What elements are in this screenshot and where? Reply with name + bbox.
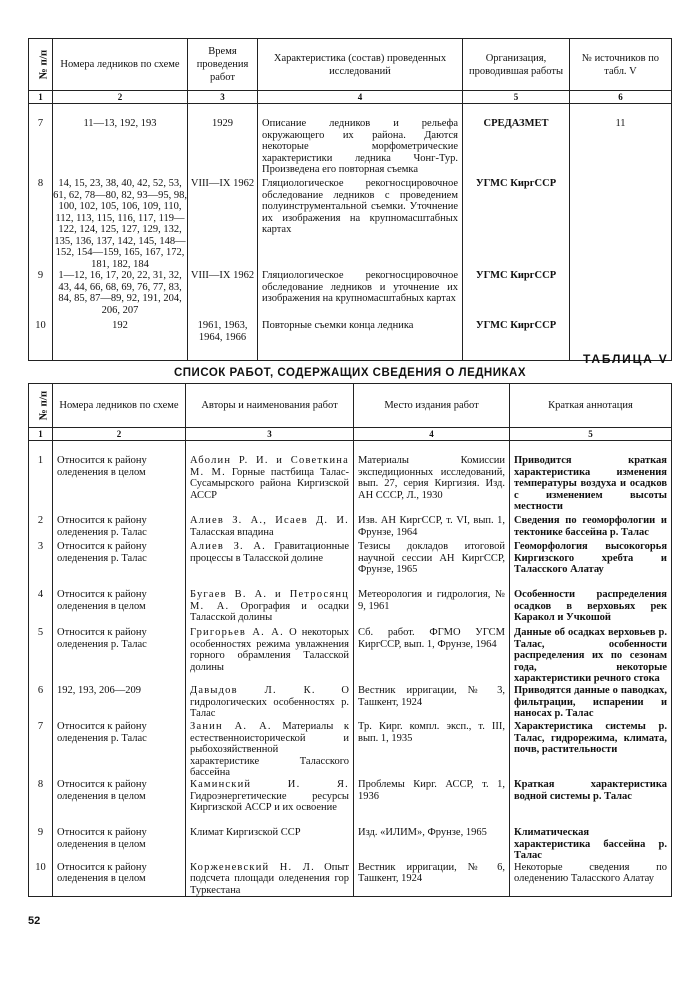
col-number: 5 [510, 428, 672, 441]
table-4 [28, 38, 672, 361]
col-header-glaciers: Номера ледников по схеме [53, 384, 186, 428]
col-header-desc: Характеристика (состав) проведенных исследований [258, 39, 463, 91]
col-header-time: Время проведения работ [188, 39, 258, 91]
col-number: 6 [570, 91, 672, 104]
col-header-glaciers: Номера ледников по схеме [53, 39, 188, 91]
col-number: 5 [463, 91, 570, 104]
table-row: 8 14, 15, 23, 38, 40, 42, 52, 53, 61, 62, 78—80, 82, 93—95, 98, 100, 102, 105, 106, 109, 110, 112, 113, 115, 116, 117, 119—122, 124, 125, 127, 129, 132, 135, 136, 137, 142, 145, 148—152, 154—159, 165, 167, 172, 181, 182, 184 VIII—IX 1962 Гляциологическое рекогносцировочное обследование ледников с проведением полуинструментальной съемки. Уточнение их изображения на крупномасштабных картах УГМС КиргССР [29, 178, 672, 270]
table-5 [28, 383, 672, 897]
table-row: 10 192 1961, 1963, 1964, 1966 Повторные съемки конца ледника УГМС КиргССР [29, 320, 672, 360]
table-row: 4 Относится к району оледенения в целом Бугаев В. А. и Петросянц М. А. Орография и осадки Таласской долины Метеорология и гидрология, № 9, 1961 Особенности распределения осадков в верховьях рек Каракол и Учкошой [29, 589, 672, 627]
col-header-num: № п/п [29, 39, 53, 91]
col-number: 2 [53, 91, 188, 104]
table-row: 9 Относится к району оледенения в целом Климат Киргизской ССР Изд. «ИЛИМ», Фрунзе, 1965 Климатическая характеристика бассейна р. Талас [29, 827, 672, 862]
col-header-annotation: Краткая аннотация [510, 384, 672, 428]
table-row: 6 192, 193, 206—209 Давыдов Л. К. О гидрологических особенностях р. Талас Вестник ирригации, № 3, Ташкент, 1924 Приводятся данные о паводках, фильтрации, испарении и наносах р. Талас [29, 685, 672, 721]
page-number: 52 [28, 915, 41, 927]
col-number: 3 [186, 428, 354, 441]
table-title: ТАБЛИЦА V [583, 352, 669, 366]
col-number: 1 [29, 91, 53, 104]
table-row: 2 Относится к району оледенения р. Талас Алиев З. А., Исаев Д. И. Таласская впадина Изв. АН КиргССР, т. VI, вып. 1, Фрунзе, 1964 Сведения по геоморфологии и тектонике бассейна р. Талас [29, 515, 672, 541]
table-row: 1 Относится к району оледенения в целом Аболин Р. И. и Советкина М. М. Горные пастбища Талас-Сусамырского района Киргизской АССР Материалы Комиссии экспедиционных исследований, вып. 27, серия Киргизия. Изд. АН СССР, Л., 1930 Приводится краткая характеристика изменения температуры воздуха и осадков с изменением высоты местности [29, 455, 672, 515]
col-header-authors: Авторы и наименования работ [186, 384, 354, 428]
col-number: 4 [258, 91, 463, 104]
table-row: 9 1—12, 16, 17, 20, 22, 31, 32, 43, 44, 66, 68, 69, 76, 77, 83, 84, 85, 87—89, 92, 191, 204, 206, 207 VIII—IX 1962 Гляциологическое рекогносцировочное обследование ледников и уточнение их изображения на крупномасштабных картах УГМС КиргССР [29, 270, 672, 320]
col-number: 1 [29, 428, 53, 441]
col-number: 2 [53, 428, 186, 441]
table-row: 10 Относится к району оледенения в целом Корженевский Н. Л. Опыт подсчета площади оледенения гор Туркестана Вестник ирригации, № 6, Ташкент, 1924 Некоторые сведения по оледенению Таласского Алатау [29, 862, 672, 897]
col-header-org: Организация, проводившая работы [463, 39, 570, 91]
col-number: 3 [188, 91, 258, 104]
col-header-src: № источников по табл. V [570, 39, 672, 91]
table-row: 7 Относится к району оледенения р. Талас Занин А. А. Материалы к естественноисторической и рыбохозяйственной характеристике Таласского бассейна Тр. Кирг. компл. эксп., т. III, вып. 1, 1935 Характеристика системы р. Талас, гидрорежима, климата, почв, растительности [29, 721, 672, 779]
table-row: 3 Относится к району оледенения р. Талас Алиев З. А. Гравитационные процессы в Таласской долине Тезисы докладов итоговой научной сессии АН КиргССР, Фрунзе, 1965 Геоморфология высокогорья Киргизского хребта и Таласского Алатау [29, 541, 672, 589]
table-row: 5 Относится к району оледенения р. Талас Григорьев А. А. О некоторых особенностях режима увлажнения горного обрамления Таласской долины Сб. работ. ФГМО УГСМ КиргССР, вып. 1, Фрунзе, 1964 Данные об осадках верховьев р. Талас, особенности распределения их по сезонам года, некоторые характеристики речного стока [29, 627, 672, 685]
table-subtitle: СПИСОК РАБОТ, СОДЕРЖАЩИХ СВЕДЕНИЯ О ЛЕДНИКАХ [173, 367, 526, 379]
col-header-place: Место издания работ [354, 384, 510, 428]
col-header-num: № п/п [29, 384, 53, 428]
col-number: 4 [354, 428, 510, 441]
table-row: 8 Относится к району оледенения в целом Каминский И. Я. Гидроэнергетические ресурсы Киргизской АССР и их освоение Проблемы Кирг. АССР, т. 1, 1936 Краткая характеристика водной системы р. Талас [29, 779, 672, 827]
table-row: 7 11—13, 192, 193 1929 Описание ледников и рельефа окружающего их района. Даются некоторые морфометрические характеристики ледника Чонг-Тур. Произведена его повторная съемка СРЕДАЗМЕТ 11 [29, 118, 672, 178]
